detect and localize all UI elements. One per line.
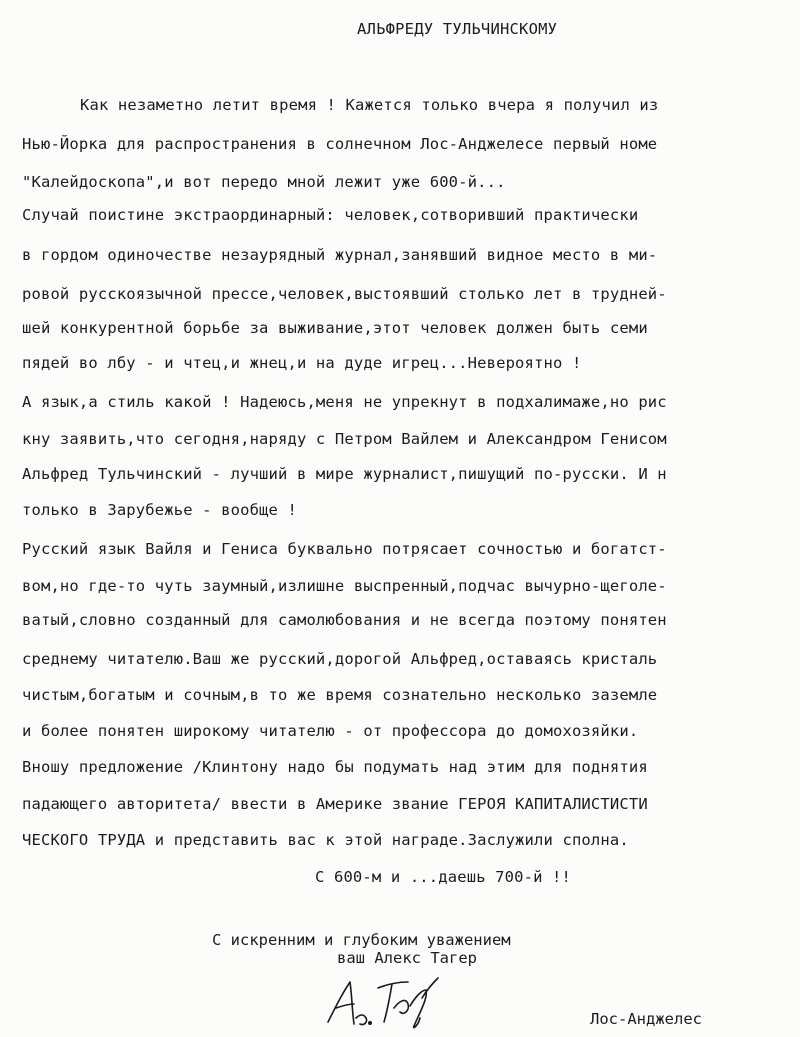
body-line: кну заявить,что сегодня,наряду с Петром Вайлем и Александром Генисом <box>22 430 667 448</box>
body-line: шей конкурентной борьбе за выживание,этот человек должен быть семи <box>22 319 648 337</box>
closing-line: ваш Алекс Тагер <box>337 949 477 967</box>
body-line: "Калейдоскопа",и вот передо мной лежит уже 600-й... <box>22 173 506 191</box>
body-line: падающего авторитета/ ввести в Америке звание ГЕРОЯ КАПИТАЛИСТИСТИ <box>22 795 648 813</box>
letter-heading: АЛЬФРЕДУ ТУЛЬЧИНСКОМУ <box>357 20 558 38</box>
body-line: Альфред Тульчинский - лучший в мире журналист,пишущий по-русски. И н <box>22 465 667 483</box>
body-line: только в Зарубежье - вообще ! <box>22 501 297 519</box>
body-line: Как незаметно летит время ! Кажется только вчера я получил из <box>80 96 659 114</box>
body-line: в гордом одиночестве незаурядный журнал,занявший видное место в ми- <box>22 246 658 264</box>
body-line: вом,но где-то чуть заумный,излишне выспренный,подчас вычурно-щеголе- <box>22 577 667 595</box>
body-line: С 600-м и ...даешь 700-й !! <box>315 868 572 886</box>
body-line: А язык,а стиль какой ! Надеюсь,меня не упрекнут в подхалимаже,но рис <box>22 393 667 411</box>
body-line: Русский язык Вайля и Гениса буквально потрясает сочностью и богатст- <box>22 540 667 558</box>
body-line: ватый,словно созданный для самолюбования и не всегда поэтому понятен <box>22 611 667 629</box>
handwritten-signature <box>322 968 442 1034</box>
body-line: Нью-Йорка для распространения в солнечном Лос-Анджелесе первый номе <box>22 135 658 153</box>
body-line: пядей во лбу - и чтец,и жнец,и на дуде игрец...Невероятно ! <box>22 354 582 372</box>
body-line: среднему читателю.Ваш же русский,дорогой Альфред,оставаясь кристаль <box>22 650 658 668</box>
closing-line: С искренним и глубоким уважением <box>212 931 511 949</box>
body-line: Случай поистине экстраординарный: человек,сотворивший практически <box>22 206 639 224</box>
body-line: ЧЕСКОГО ТРУДА и представить вас к этой награде.Заслужили сполна. <box>22 831 629 849</box>
body-line: Вношу предложение /Клинтону надо бы подумать над этим для поднятия <box>22 758 648 776</box>
body-line: чистым,богатым и сочным,в то же время сознательно несколько заземле <box>22 686 658 704</box>
body-line: ровой русскоязычной прессе,человек,выстоявший столько лет в трудней- <box>22 285 667 303</box>
city-label: Лос-Анджелес <box>590 1010 702 1028</box>
body-line: и более понятен широкому читателю - от профессора до домохозяйки. <box>22 722 639 740</box>
